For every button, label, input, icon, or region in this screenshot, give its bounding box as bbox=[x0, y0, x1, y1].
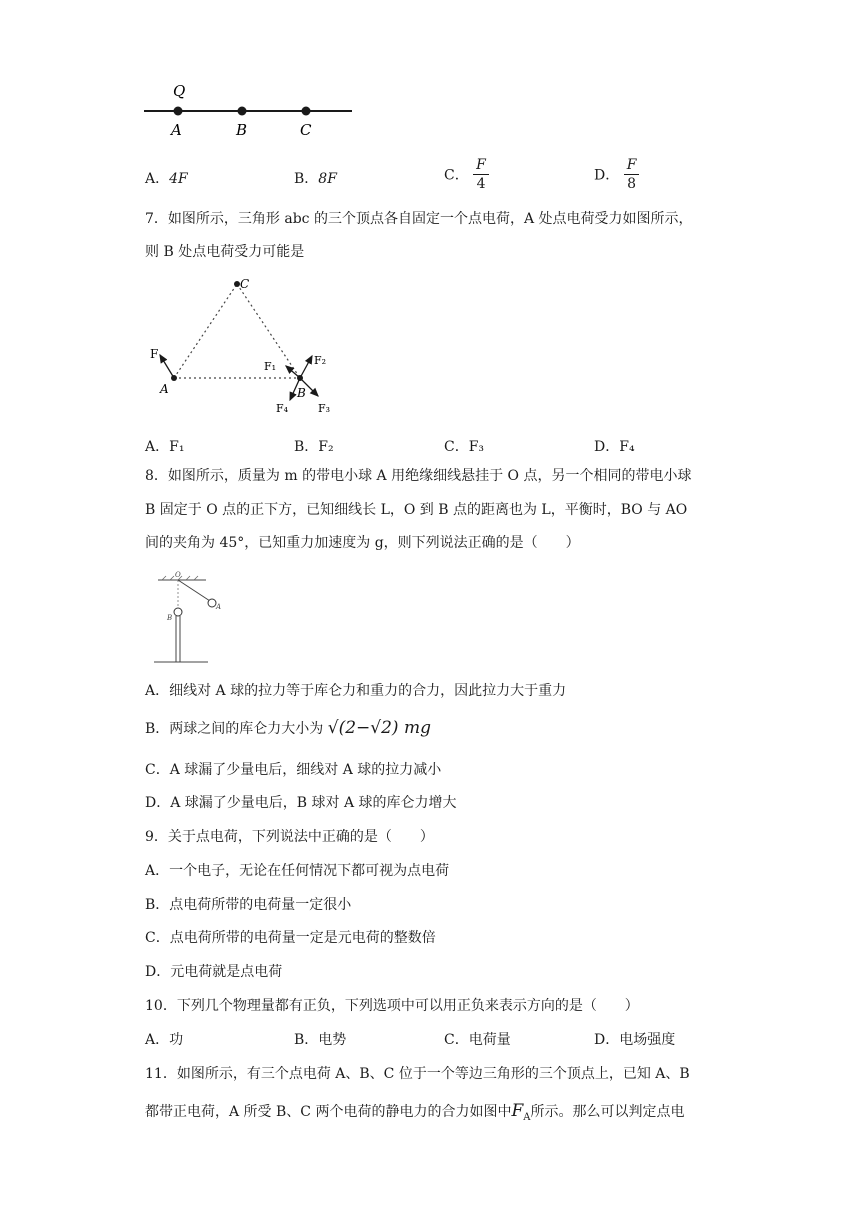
q6-option-b[interactable]: B．8F bbox=[294, 171, 337, 187]
q-label: Q bbox=[173, 82, 186, 100]
label-a: A bbox=[216, 603, 222, 611]
vertex-a-label: A bbox=[160, 382, 169, 396]
q11-stem-line2: 都带正电荷，A 所受 B、C 两个电荷的静电力的合力如图中$F_A$所示。那么可以判定点电 bbox=[145, 1101, 685, 1123]
f4-label: F₄ bbox=[276, 402, 289, 415]
q7-option-b[interactable]: B．F₂ bbox=[294, 439, 334, 455]
q8-option-b[interactable]: B．两球之间的库仑力大小为 √(2−√2) mg bbox=[145, 718, 431, 738]
q8-stem-line3: 间的夹角为 45°，已知重力加速度为 g，则下列说法正确的是（ ） bbox=[145, 535, 580, 551]
f3-label: F₃ bbox=[318, 402, 331, 415]
q6-figure bbox=[140, 78, 360, 143]
q7-triangle-figure bbox=[140, 270, 350, 420]
q10-stem: 10．下列几个物理量都有正负，下列选项中可以用正负来表示方向的是（ ） bbox=[145, 998, 639, 1014]
q10-option-a[interactable]: A．功 bbox=[145, 1032, 184, 1048]
label-b: B bbox=[167, 614, 173, 622]
q10-option-b[interactable]: B．电势 bbox=[294, 1032, 347, 1048]
q8-pendulum-figure bbox=[150, 568, 220, 668]
q7-option-d[interactable]: D．F₄ bbox=[594, 439, 635, 455]
point-b-label: B bbox=[236, 121, 248, 139]
q8-option-d[interactable]: D．A 球漏了少量电后，B 球对 A 球的库仑力增大 bbox=[145, 795, 457, 811]
q9-option-d[interactable]: D．元电荷就是点电荷 bbox=[145, 964, 283, 980]
point-a-label: A bbox=[171, 121, 182, 139]
coulomb-force-formula: √(2−√2) mg bbox=[327, 718, 431, 738]
vertex-c-label: C bbox=[240, 277, 250, 291]
point-b-dot bbox=[238, 107, 247, 116]
q9-option-b[interactable]: B．点电荷所带的电荷量一定很小 bbox=[145, 897, 352, 913]
force-f2-arrow bbox=[300, 356, 312, 378]
point-c-label: C bbox=[300, 121, 312, 139]
q8-stem-line2: B 固定于 O 点的正下方，已知细线长 L，O 到 B 点的距离也为 L，平衡时，BO 与 AO bbox=[145, 502, 688, 518]
q7-stem-line2: 则 B 处点电荷受力可能是 bbox=[145, 244, 305, 260]
q7-stem-line1: 7．如图所示，三角形 abc 的三个顶点各自固定一个点电荷，A 处点电荷受力如图所示， bbox=[145, 211, 693, 227]
q9-option-c[interactable]: C．点电荷所带的电荷量一定是元电荷的整数倍 bbox=[145, 930, 436, 946]
label-o: O bbox=[175, 571, 181, 579]
fraction-f-over-8: $\frac{F}{8}$ bbox=[624, 156, 640, 193]
vertex-b-label: B bbox=[297, 386, 306, 400]
f2-label: F₂ bbox=[314, 354, 327, 367]
q9-stem: 9．关于点电荷，下列说法中正确的是（ ） bbox=[145, 829, 434, 845]
q10-option-d[interactable]: D．电场强度 bbox=[594, 1032, 676, 1048]
force-a-arrow bbox=[160, 355, 174, 378]
q10-option-c[interactable]: C．电荷量 bbox=[444, 1032, 511, 1048]
q7-option-a[interactable]: A．F₁ bbox=[145, 439, 185, 455]
thread bbox=[178, 580, 210, 601]
q6-option-d[interactable]: D． $\frac{F}{8}$ bbox=[594, 156, 639, 193]
ball-a bbox=[208, 599, 216, 607]
q7-option-c[interactable]: C．F₃ bbox=[444, 439, 485, 455]
q9-option-a[interactable]: A．一个电子，无论在任何情况下都可视为点电荷 bbox=[145, 863, 450, 879]
point-a-dot bbox=[174, 107, 183, 116]
q6-option-c[interactable]: C． $\frac{F}{4}$ bbox=[444, 156, 489, 193]
q11-stem-line1: 11．如图所示，有三个点电荷 A、B、C 位于一个等边三角形的三个顶点上，已知 A、B bbox=[145, 1066, 690, 1082]
fraction-f-over-4: $\frac{F}{4}$ bbox=[473, 156, 489, 193]
force-a-label: F bbox=[150, 347, 159, 361]
f1-label: F₁ bbox=[264, 360, 277, 373]
q8-stem-line1: 8．如图所示，质量为 m 的带电小球 A 用绝缘细线悬挂于 O 点，另一个相同的带电小球 bbox=[145, 468, 692, 484]
ball-b bbox=[174, 608, 182, 616]
point-c-dot bbox=[302, 107, 311, 116]
force-fa-symbol: F bbox=[511, 1101, 524, 1121]
q6-option-a[interactable]: A．4F bbox=[145, 171, 188, 187]
q8-option-c[interactable]: C．A 球漏了少量电后，细线对 A 球的拉力减小 bbox=[145, 762, 442, 778]
side-ac bbox=[174, 284, 237, 378]
q8-option-a[interactable]: A．细线对 A 球的拉力等于库仑力和重力的合力，因此拉力大于重力 bbox=[145, 683, 567, 699]
